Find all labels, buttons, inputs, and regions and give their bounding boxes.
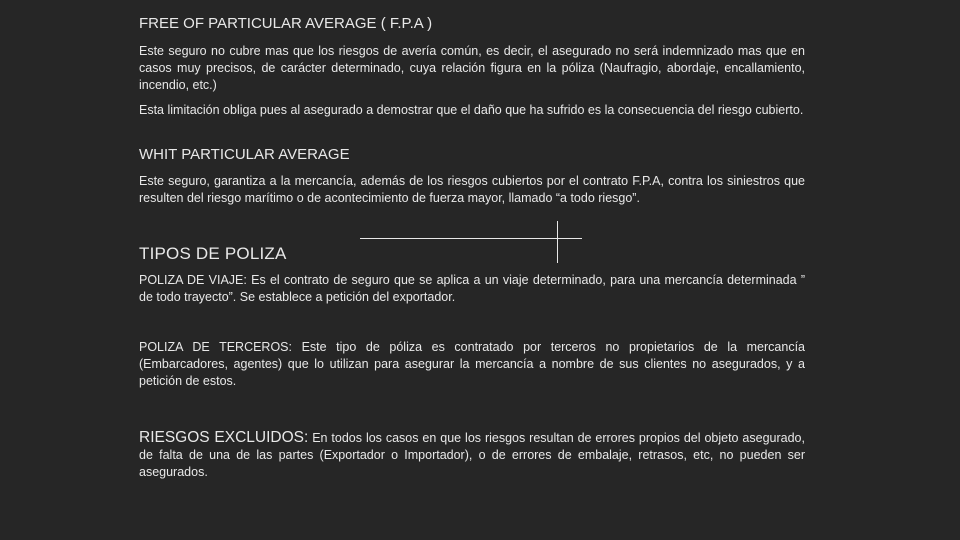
poliza-terceros-paragraph: POLIZA DE TERCEROS: Este tipo de póliza es contratado por terceros no propietarios de la mercancía (Embarcadores, agentes) que lo utilizan para asegurar la mercancía a nombre de sus clientes no asegurados, y a petición de estos. [139, 340, 805, 388]
excluidos-heading: RIESGOS EXCLUIDOS: [139, 429, 309, 446]
divider-line-horizontal [360, 238, 582, 239]
excluidos-text: En todos los casos en que los riesgos resultan de errores propios del objeto asegurado, de falta de una de las partes (Exportador o Importador), o de errores de embalaje, retrasos, etc, no pueden ser asegurados. [139, 431, 805, 479]
wpa-heading: WHIT PARTICULAR AVERAGE [139, 146, 350, 163]
excluidos-paragraph [139, 429, 805, 481]
fpa-heading: FREE OF PARTICULAR AVERAGE ( F.P.A ) [139, 15, 433, 32]
fpa-paragraph-2: Esta limitación obliga pues al asegurado a demostrar que el daño que ha sufrido es la consecuencia del riesgo cubierto. [139, 103, 804, 117]
fpa-paragraph-1: Este seguro no cubre mas que los riesgos de avería común, es decir, el asegurado no será indemnizado mas que en casos muy precisos, de carácter determinado, cuya relación figura en la póliza (Naufragio, abordaje, encallamiento, incendio, etc.) [139, 44, 805, 92]
tipos-heading: TIPOS DE POLIZA [139, 244, 287, 263]
wpa-paragraph: Este seguro, garantiza a la mercancía, además de los riesgos cubiertos por el contrato F.P.A, contra los siniestros que resulten del riesgo marítimo o de acontecimiento de fuerza mayor, llamado “a todo riesgo”. [139, 174, 805, 205]
poliza-viaje-paragraph: POLIZA DE VIAJE: Es el contrato de seguro que se aplica a un viaje determinado, para una mercancía determinada ” de todo trayecto”. Se establece a petición del exportador. [139, 273, 805, 304]
